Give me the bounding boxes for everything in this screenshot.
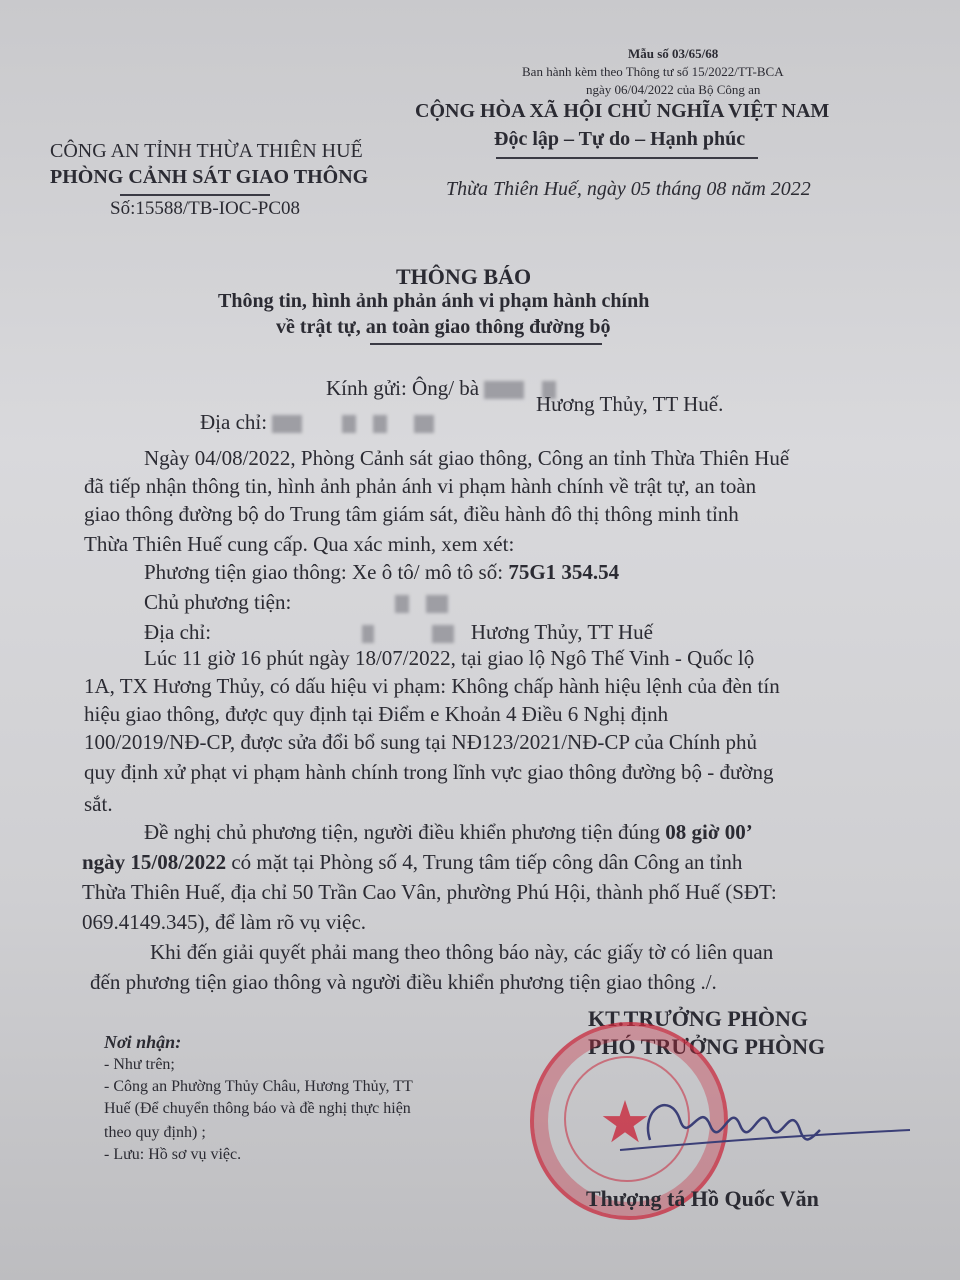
p2-line4: 100/2019/NĐ-CP, được sửa đổi bổ sung tại NĐ123/2021/NĐ-CP của Chính phủ: [84, 730, 757, 754]
p2-line5: quy định xử phạt vi phạm hành chính trong lĩnh vực giao thông đường bộ - đường: [84, 760, 774, 784]
agency-line1: CÔNG AN TỈNH THỪA THIÊN HUẾ: [50, 140, 363, 162]
redacted-address-4: [414, 415, 434, 433]
appointment-date: ngày 15/08/2022: [82, 850, 227, 874]
recipients-line4: theo quy định) ;: [104, 1124, 206, 1141]
handwritten-signature: [610, 1070, 930, 1170]
form-code: Mẫu số 03/65/68: [628, 46, 719, 61]
document-date: Thừa Thiên Huế, ngày 05 tháng 08 năm 2022: [446, 178, 811, 200]
p1-line3: giao thông đường bộ do Trung tâm giám sát, điều hành đô thị thông minh tỉnh: [84, 502, 739, 526]
redacted-address-3: [373, 415, 387, 433]
redacted-owner-1: [395, 595, 409, 613]
p3-line3: Thừa Thiên Huế, địa chỉ 50 Trần Cao Vân, phường Phú Hội, thành phố Huế (SĐT:: [82, 880, 777, 904]
document-subtitle-1: Thông tin, hình ảnh phản ánh vi phạm hành chính: [218, 290, 650, 312]
nation-underline: [496, 157, 758, 159]
redacted-address-2: [342, 415, 356, 433]
p1-line1: Ngày 04/08/2022, Phòng Cảnh sát giao thông, Công an tỉnh Thừa Thiên Huế: [144, 446, 790, 470]
signer-name: Thượng tá Hồ Quốc Văn: [586, 1186, 819, 1211]
recipients-line5: - Lưu: Hồ sơ vụ việc.: [104, 1146, 242, 1163]
recipient-greeting: Kính gửi: Ông/ bà: [326, 376, 556, 401]
redacted-owner-address-2: [432, 625, 454, 643]
vehicle-plate: 75G1 354.54: [508, 560, 620, 584]
document-subtitle-2: về trật tự, an toàn giao thông đường bộ: [276, 316, 611, 338]
p3-line4: 069.4149.345), để làm rõ vụ việc.: [82, 910, 367, 934]
agency-underline: [120, 194, 270, 196]
nation-line2: Độc lập – Tự do – Hạnh phúc: [494, 128, 746, 150]
p3-line2: ngày 15/08/2022 có mặt tại Phòng số 4, Trung tâm tiếp công dân Công an tỉnh: [82, 850, 743, 874]
seal-star-icon: ★: [599, 1090, 651, 1155]
owner-line: Chủ phương tiện:: [144, 590, 448, 615]
recipient-address: Địa chỉ:: [200, 410, 434, 435]
document-number: Số:15588/TB-IOC-PC08: [110, 198, 301, 219]
appointment-time: 08 giờ 00’: [665, 820, 753, 844]
form-issued-date: ngày 06/04/2022 của Bộ Công an: [586, 82, 761, 97]
vehicle-line: Phương tiện giao thông: Xe ô tô/ mô tô số: 75G1 354.54: [144, 560, 620, 584]
p2-line1: Lúc 11 giờ 16 phút ngày 18/07/2022, tại giao lộ Ngô Thế Vinh - Quốc lộ: [144, 646, 755, 670]
document-title: THÔNG BÁO: [396, 264, 532, 289]
signature-title-2: PHÓ TRƯỞNG PHÒNG: [588, 1034, 826, 1059]
redacted-owner-2: [426, 595, 448, 613]
owner-address-line: Địa chỉ: Hương Thủy, TT Huế: [144, 620, 653, 644]
recipient-address-tail: Hương Thủy, TT Huế.: [536, 392, 724, 416]
p4-line1: Khi đến giải quyết phải mang theo thông báo này, các giấy tờ có liên quan: [150, 940, 774, 964]
p2-line6: sắt.: [84, 792, 113, 816]
p4-line2: đến phương tiện giao thông và người điều khiển phương tiện giao thông ./.: [90, 970, 717, 994]
p1-line4: Thừa Thiên Huế cung cấp. Qua xác minh, xem xét:: [84, 532, 515, 556]
recipients-line1: - Như trên;: [104, 1056, 175, 1073]
p2-line3: hiệu giao thông, được quy định tại Điểm e Khoản 4 Điều 6 Nghị định: [84, 702, 669, 726]
recipients-line2: - Công an Phường Thủy Châu, Hương Thủy, TT: [104, 1078, 413, 1095]
p2-line2: 1A, TX Hương Thủy, có dấu hiệu vi phạm: Không chấp hành hiệu lệnh của đèn tín: [84, 674, 780, 698]
redacted-owner-address-1: [362, 625, 374, 643]
form-issued-by: Ban hành kèm theo Thông tư số 15/2022/TT-BCA: [522, 64, 784, 79]
agency-line2: PHÒNG CẢNH SÁT GIAO THÔNG: [50, 166, 369, 188]
p3-line1: Đề nghị chủ phương tiện, người điều khiển phương tiện đúng 08 giờ 00’: [144, 820, 753, 844]
signature-title-1: KT.TRƯỞNG PHÒNG: [588, 1006, 808, 1031]
p1-line2: đã tiếp nhận thông tin, hình ảnh phản ánh vi phạm hành chính về trật tự, an toàn: [84, 474, 757, 498]
nation-line1: CỘNG HÒA XÃ HỘI CHỦ NGHĨA VIỆT NAM: [415, 100, 830, 122]
recipients-line3: Huế (Để chuyển thông báo và đề nghị thực hiện: [104, 1100, 411, 1117]
redacted-name: [484, 381, 524, 399]
title-underline: [370, 343, 602, 345]
redacted-address-1: [272, 415, 302, 433]
recipients-label: Nơi nhận:: [104, 1032, 182, 1052]
